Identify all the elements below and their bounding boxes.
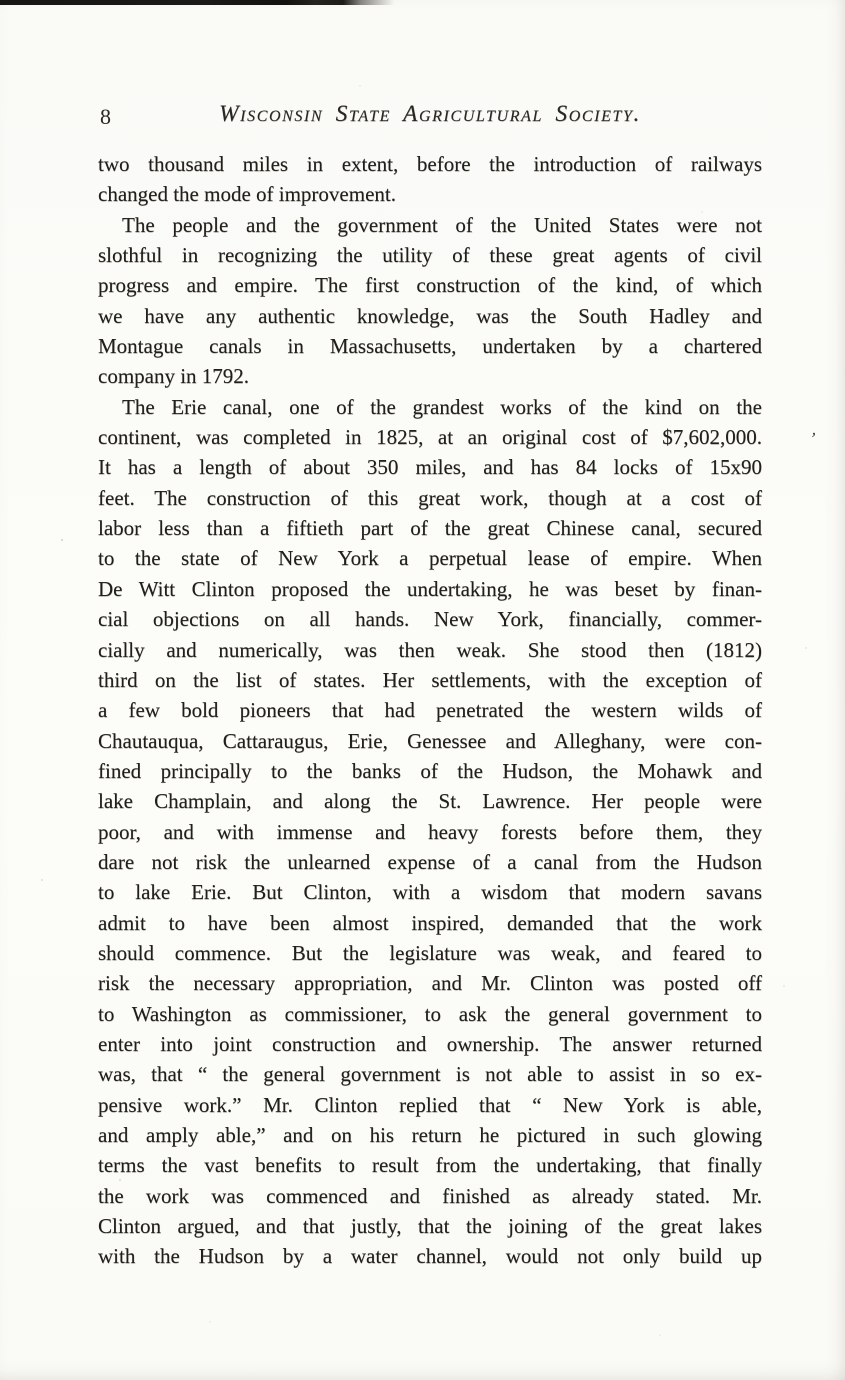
text-line: It has a length of about 350 miles, and has 84 locks of 15x90 xyxy=(98,455,762,480)
text-line: cial objections on all hands. New York, financially, commer- xyxy=(98,607,762,632)
text-line: two thousand miles in extent, before the introduction of railways xyxy=(98,152,762,176)
text-line: to the state of New York a perpetual lease of empire. When xyxy=(98,546,762,571)
text-line: progress and empire. The first construction of the kind, of which xyxy=(98,273,762,298)
text-line: changed the mode of improvement. xyxy=(98,182,396,207)
text-line: lake Champlain, and along the St. Lawrence. Her people were xyxy=(98,789,762,814)
running-header: Wisconsin State Agricultural Society. xyxy=(219,101,641,127)
text-line: De Witt Clinton proposed the undertaking, he was beset by finan- xyxy=(98,576,762,601)
text-line: dare not risk the unlearned expense of a canal from the Hudson xyxy=(98,849,762,874)
text-line: fined principally to the banks of the Hudson, the Mohawk and xyxy=(98,758,762,783)
text-line: with the Hudson by a water channel, would not only build up xyxy=(98,1244,762,1269)
text-line: enter into joint construction and ownership. The answer returned xyxy=(98,1031,762,1056)
text-line: cially and numerically, was then weak. She stood then (1812) xyxy=(98,637,762,662)
page-number: 8 xyxy=(100,104,111,129)
text-line: was, that “ the general government is not able to assist in so ex- xyxy=(98,1062,762,1087)
text-line: The people and the government of the United States were not xyxy=(122,212,762,237)
text-line: slothful in recognizing the utility of these great agents of civil xyxy=(98,243,762,268)
text-line: poor, and with immense and heavy forests before them, they xyxy=(98,819,762,844)
text-line: third on the list of states. Her settlements, with the exception of xyxy=(98,667,762,692)
text-line: a few bold pioneers that had penetrated the western wilds of xyxy=(98,698,762,723)
text-line: pensive work.” Mr. Clinton replied that “ New York is able, xyxy=(98,1092,762,1117)
text-line: should commence. But the legislature was weak, and feared to xyxy=(98,940,762,965)
text-line: Clinton argued, and that justly, that the joining of the great lakes xyxy=(98,1214,762,1239)
text-line: we have any authentic knowledge, was the South Hadley and xyxy=(98,303,762,328)
page-header xyxy=(98,101,762,134)
text-line: The Erie canal, one of the grandest works of the kind on the xyxy=(122,394,762,419)
text-line: and amply able,” and on his return he pictured in such glowing xyxy=(98,1123,762,1147)
scan-edge-artifact xyxy=(0,0,572,5)
page-content xyxy=(98,101,762,1272)
text-line: Montague canals in Massachusetts, undertaken by a chartered xyxy=(98,334,762,359)
text-line: to Washington as commissioner, to ask the general government to xyxy=(98,1001,762,1026)
text-line: terms the vast benefits to result from the undertaking, that finally xyxy=(98,1153,762,1178)
text-line: the work was commenced and finished as already stated. Mr. xyxy=(98,1183,762,1208)
text-line: to lake Erie. But Clinton, with a wisdom that modern savans xyxy=(98,880,762,905)
text-line: feet. The construction of this great work, though at a cost of xyxy=(98,485,762,510)
text-line: labor less than a fiftieth part of the great Chinese canal, secured xyxy=(98,516,762,541)
text-line: company in 1792. xyxy=(98,364,250,389)
text-line: admit to have been almost inspired, demanded that the work xyxy=(98,910,762,935)
text-line: Chautauqua, Cattaraugus, Erie, Genessee and Alleghany, were con- xyxy=(98,728,762,753)
text-line: continent, was completed in 1825, at an original cost of $7,602,000. xyxy=(98,425,762,450)
body-text xyxy=(98,149,762,1272)
text-line: risk the necessary appropriation, and Mr. Clinton was posted off xyxy=(98,971,762,996)
ink-speck: ’ xyxy=(808,428,818,449)
